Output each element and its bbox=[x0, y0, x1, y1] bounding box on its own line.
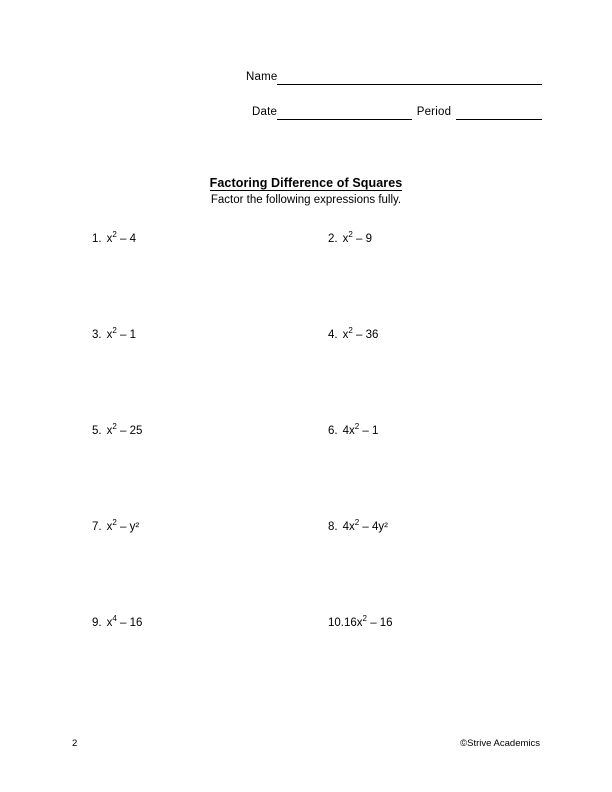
period-label: Period bbox=[416, 106, 452, 118]
problem-number: 9. bbox=[92, 617, 102, 629]
problem-item-2 bbox=[328, 232, 372, 246]
problem-row bbox=[0, 232, 612, 328]
worksheet-title: Factoring Difference of Squares bbox=[209, 176, 403, 190]
problem-item-4 bbox=[328, 328, 378, 342]
expression-remainder: – 16 bbox=[116, 617, 143, 629]
expression-remainder: – 25 bbox=[116, 425, 143, 437]
problem-number: 4. bbox=[328, 329, 338, 341]
expression-base: x bbox=[106, 233, 113, 245]
expression-base: x bbox=[106, 617, 113, 629]
problem-item-1 bbox=[92, 232, 136, 246]
expression-exponent: 2 bbox=[112, 230, 117, 240]
problem-number: 1. bbox=[92, 233, 102, 245]
expression-remainder: – 16 bbox=[367, 617, 393, 629]
problem-expression bbox=[344, 616, 393, 630]
date-period-field-row bbox=[246, 105, 542, 120]
problem-item-5 bbox=[92, 424, 142, 438]
expression-remainder: – 36 bbox=[352, 329, 379, 341]
problem-expression bbox=[343, 520, 388, 534]
problem-number: 5. bbox=[92, 425, 102, 437]
problem-item-7 bbox=[92, 520, 139, 534]
problem-expression bbox=[343, 424, 379, 438]
expression-exponent: 2 bbox=[354, 422, 360, 432]
problem-row bbox=[0, 424, 612, 520]
problem-number: 6. bbox=[328, 425, 338, 437]
problem-expression bbox=[107, 328, 136, 342]
problem-number: 8. bbox=[328, 521, 338, 533]
expression-exponent: 2 bbox=[112, 422, 117, 432]
problem-row bbox=[0, 328, 612, 424]
problem-item-3 bbox=[92, 328, 136, 342]
student-info-header bbox=[246, 70, 542, 120]
expression-base: 16x bbox=[344, 617, 363, 629]
copyright-credit: ©Strive Academics bbox=[460, 738, 540, 749]
problem-item-10 bbox=[328, 616, 393, 630]
period-write-in-line[interactable] bbox=[456, 108, 542, 120]
expression-remainder: – 4 bbox=[116, 233, 136, 245]
problem-row bbox=[0, 616, 612, 712]
date-write-in-line[interactable] bbox=[277, 108, 412, 120]
problem-expression bbox=[107, 232, 136, 246]
expression-exponent: 2 bbox=[112, 518, 117, 528]
problem-row bbox=[0, 520, 612, 616]
problems-grid bbox=[0, 232, 612, 712]
page-number: 2 bbox=[72, 738, 78, 749]
problem-expression bbox=[107, 616, 143, 630]
expression-remainder: – 9 bbox=[352, 233, 372, 245]
problem-item-6 bbox=[328, 424, 378, 438]
worksheet-instructions: Factor the following expressions fully. bbox=[210, 194, 402, 206]
expression-exponent: 2 bbox=[362, 614, 367, 624]
expression-remainder: – 1 bbox=[359, 425, 379, 437]
problem-number: 3. bbox=[92, 329, 102, 341]
expression-remainder: – 1 bbox=[116, 329, 136, 341]
expression-base: 4x bbox=[342, 425, 355, 437]
problem-expression bbox=[107, 520, 140, 534]
problem-expression bbox=[107, 424, 143, 438]
expression-remainder: – 4y² bbox=[359, 521, 388, 533]
expression-remainder: – y² bbox=[116, 521, 140, 533]
expression-base: x bbox=[106, 521, 113, 533]
expression-exponent: 4 bbox=[112, 614, 117, 624]
problem-number: 10. bbox=[328, 617, 344, 629]
problem-expression bbox=[343, 328, 379, 342]
expression-exponent: 2 bbox=[348, 230, 353, 240]
expression-base: x bbox=[342, 329, 349, 341]
problem-number: 2. bbox=[328, 233, 338, 245]
expression-base: x bbox=[106, 329, 113, 341]
expression-base: 4x bbox=[342, 521, 355, 533]
expression-base: x bbox=[342, 233, 349, 245]
name-label: Name bbox=[246, 71, 278, 83]
name-write-in-line[interactable] bbox=[277, 73, 542, 85]
title-container bbox=[0, 174, 612, 192]
expression-exponent: 2 bbox=[112, 326, 117, 336]
problem-item-8 bbox=[328, 520, 388, 534]
problem-number: 7. bbox=[92, 521, 102, 533]
name-field-row bbox=[246, 70, 542, 85]
problem-expression bbox=[343, 232, 372, 246]
page-footer bbox=[0, 738, 612, 754]
problem-item-9 bbox=[92, 616, 142, 630]
expression-exponent: 2 bbox=[348, 326, 353, 336]
date-label: Date bbox=[252, 106, 278, 118]
expression-base: x bbox=[106, 425, 113, 437]
expression-exponent: 2 bbox=[354, 518, 360, 528]
